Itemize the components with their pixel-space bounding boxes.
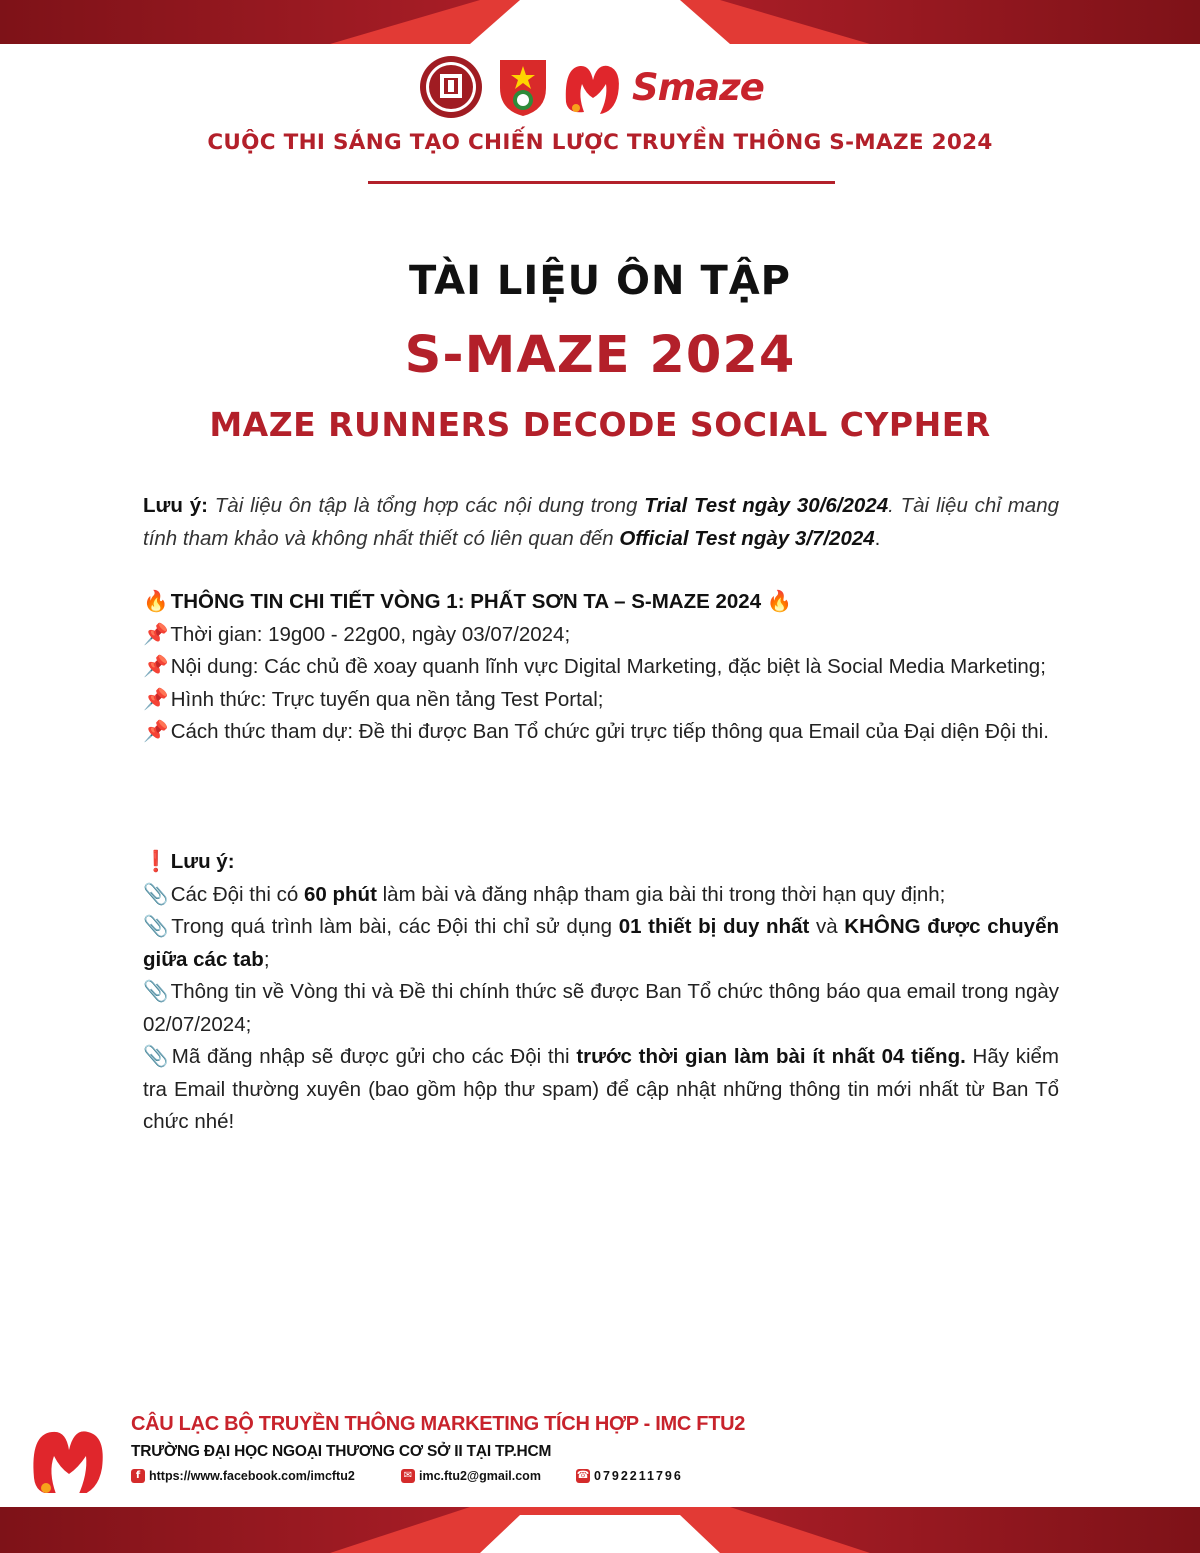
paperclip-icon: 📎	[143, 1045, 169, 1068]
contest-title: CUỘC THI SÁNG TẠO CHIẾN LƯỢC TRUYỀN THÔNG S-MAZE 2024	[207, 130, 993, 155]
bottom-decorative-band	[0, 1493, 1200, 1553]
rule-item	[143, 976, 1059, 1041]
top-decorative-band	[0, 0, 1200, 44]
rule-text: và	[809, 915, 845, 938]
round-info-heading-line	[143, 586, 1059, 619]
note-paragraph	[143, 490, 1059, 555]
paperclip-icon: 📎	[143, 980, 169, 1003]
round-info-item-text: Cách thức tham dự: Đề thi được Ban Tổ chức gửi trực tiếp thông qua Email của Đại diện Đội thi.	[170, 720, 1049, 743]
document-tagline: MAZE RUNNERS DECODE SOCIAL CYPHER	[209, 405, 991, 444]
pushpin-icon: 📌	[143, 655, 169, 678]
phone-icon: ☎	[576, 1470, 590, 1481]
note-bold-1: Trial Test ngày 30/6/2024	[644, 494, 889, 517]
rule-item	[143, 911, 1059, 976]
rule-item	[143, 1041, 1059, 1139]
pushpin-icon: 📌	[143, 687, 169, 711]
youth-union-emblem-icon	[490, 54, 556, 120]
round-info-heading: THÔNG TIN CHI TIẾT VÒNG 1: PHẤT SƠN TA – S-MAZE 2024	[170, 590, 762, 613]
footer-contacts	[131, 1467, 683, 1485]
paperclip-icon: 📎	[143, 882, 169, 906]
rule-text: Thông tin về Vòng thi và Đề thi chính thức sẽ được Ban Tổ chức thông báo qua email trong ngày 02/07/2024;	[143, 980, 1060, 1036]
rule-text: Hãy kiểm tra Email thường xuyên (bao gồm hộp thư spam) để cập nhật những thông tin mới nhất từ Ban Tổ chức nhé!	[143, 1045, 1060, 1133]
round-info-item	[143, 651, 1059, 684]
rule-text: ;	[263, 947, 270, 971]
note-bold-2: Official Test ngày 3/7/2024	[619, 526, 875, 550]
phone-contact[interactable]	[576, 1469, 683, 1483]
rules-heading-line	[143, 846, 1059, 879]
note-label: Lưu ý:	[143, 494, 208, 517]
mail-icon: ✉	[401, 1469, 415, 1483]
rule-item	[143, 879, 1059, 912]
smaze-m-logo-icon	[560, 54, 626, 120]
rule-text: Trong quá trình làm bài, các Đội thi chỉ sử dụng	[171, 915, 619, 938]
round-info-item-text: Thời gian: 19g00 - 22g00, ngày 03/07/2024;	[170, 622, 571, 646]
note-text-3: .	[874, 526, 881, 550]
round-info-item	[143, 619, 1059, 652]
round-info-section	[143, 586, 1059, 749]
pushpin-icon: 📌	[143, 622, 169, 646]
brand-name: Smaze	[632, 65, 764, 109]
fire-icon: 🔥	[143, 590, 169, 613]
university-seal-icon	[418, 54, 484, 120]
round-info-item	[143, 716, 1059, 749]
paperclip-icon: 📎	[143, 915, 169, 938]
email-link[interactable]	[401, 1469, 576, 1483]
pushpin-icon: 📌	[143, 720, 169, 743]
rule-bold: KHÔNG được chuyển giữa các tab	[143, 915, 1060, 971]
round-info-item-text: Nội dung: Các chủ đề xoay quanh lĩnh vực Digital Marketing, đặc biệt là Social Media Marketing;	[170, 655, 1046, 678]
exclamation-icon: ❗	[143, 850, 169, 873]
footer-school-name: TRƯỜNG ĐẠI HỌC NGOẠI THƯƠNG CƠ SỞ II TẠI TP.HCM	[131, 1443, 552, 1460]
facebook-link[interactable]	[131, 1469, 401, 1483]
round-info-item	[143, 684, 1059, 717]
rule-bold: trước thời gian làm bài ít nhất 04 tiếng.	[576, 1045, 966, 1068]
facebook-url[interactable]: https://www.facebook.com/imcftu2	[149, 1469, 355, 1483]
facebook-icon: f	[131, 1469, 145, 1483]
footer-club-name: CÂU LẠC BỘ TRUYỀN THÔNG MARKETING TÍCH HỢP - IMC FTU2	[131, 1413, 746, 1435]
rules-heading: Lưu ý:	[170, 850, 235, 873]
note-text-1: Tài liệu ôn tập là tổng hợp các nội dung trong	[207, 494, 645, 517]
rule-bold: 60 phút	[304, 882, 377, 906]
document-title: TÀI LIỆU ÔN TẬP	[408, 258, 791, 304]
email-address[interactable]: imc.ftu2@gmail.com	[419, 1469, 541, 1483]
phone-number[interactable]: 0792211796	[594, 1469, 683, 1483]
rule-text: Các Đội thi có	[170, 882, 305, 906]
fire-icon: 🔥	[766, 590, 793, 613]
title-divider	[368, 181, 835, 184]
rule-text: Mã đăng nhập sẽ được gửi cho các Đội thi	[171, 1045, 577, 1068]
document-subtitle: S-MAZE 2024	[404, 326, 796, 385]
rules-section	[143, 846, 1059, 1139]
rule-bold: 01 thiết bị duy nhất	[618, 915, 810, 938]
note-text-2: . Tài liệu chỉ mang tính tham khảo và không nhất thiết có liên quan đến	[143, 494, 1059, 550]
logo-row	[418, 52, 764, 122]
imc-m-logo-icon	[26, 1416, 112, 1502]
rule-text: làm bài và đăng nhập tham gia bài thi trong thời hạn quy định;	[376, 882, 946, 906]
round-info-item-text: Hình thức: Trực tuyến qua nền tảng Test Portal;	[170, 687, 604, 711]
